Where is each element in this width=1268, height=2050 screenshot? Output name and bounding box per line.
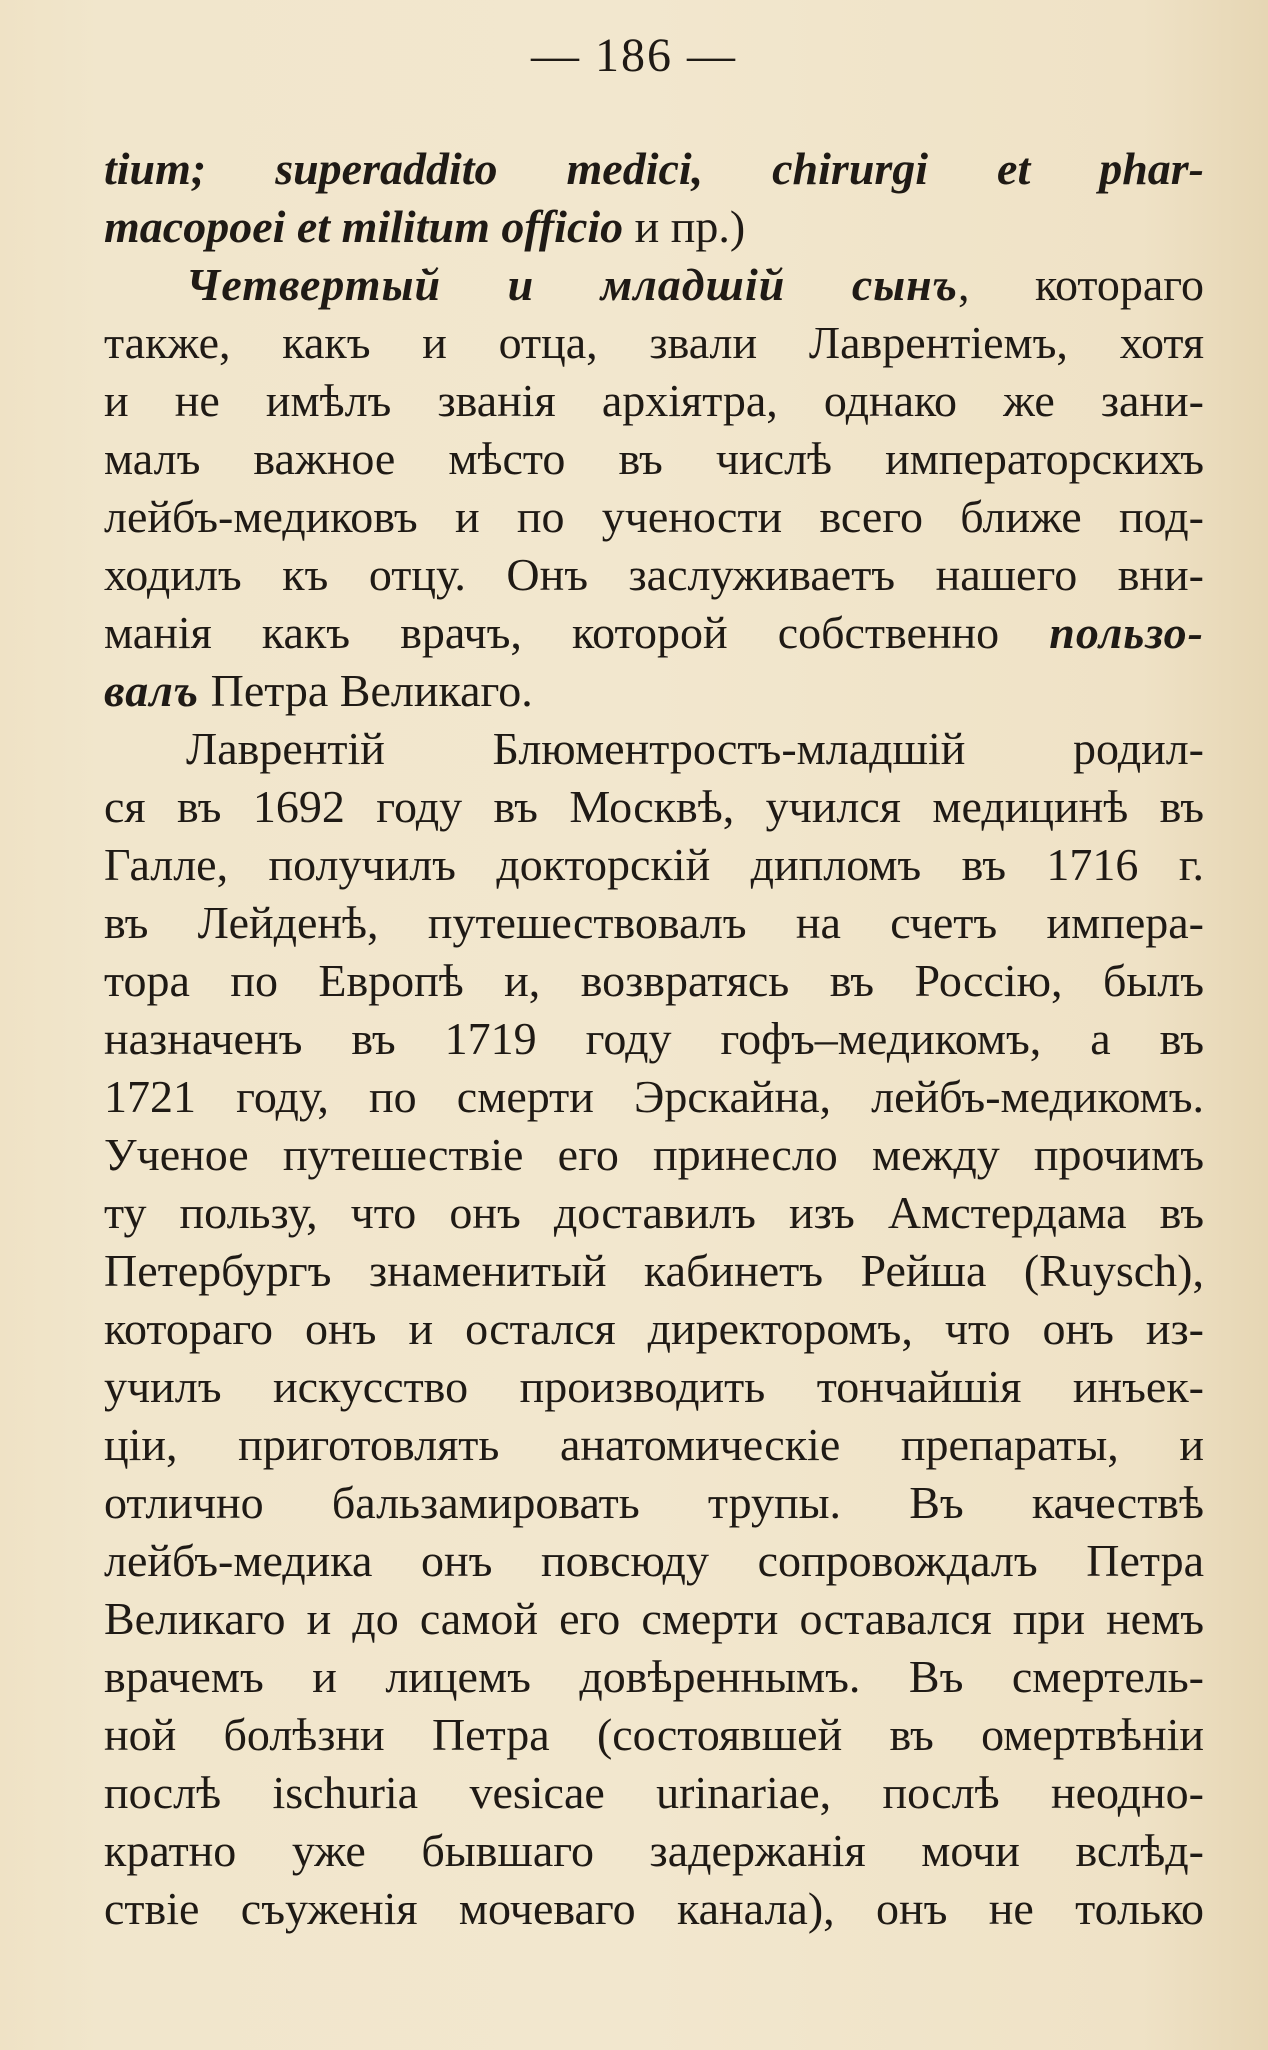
text-line: [104, 1764, 1204, 1822]
text-segment: Петра Великаго.: [199, 665, 533, 716]
text-line: [104, 372, 1204, 430]
text-line: [104, 1706, 1204, 1764]
text-segment: , котораго: [957, 259, 1204, 310]
text-line: [104, 1474, 1204, 1532]
text-line: [104, 1300, 1204, 1358]
text-line: [104, 1068, 1204, 1126]
text-line: [104, 1648, 1204, 1706]
text-segment: въ Лейденѣ, путешествовалъ на счетъ импера-: [104, 897, 1204, 948]
text-segment: тора по Европѣ и, возвратясь въ Россію, былъ: [104, 955, 1204, 1006]
text-segment: манія какъ врачъ, которой собственно: [104, 607, 1050, 658]
text-segment: училъ искусство производить тончайшія инъек-: [104, 1361, 1204, 1412]
text-line: [104, 488, 1204, 546]
text-segment: Великаго и до самой его смерти оставался при немъ: [104, 1593, 1204, 1644]
text-segment: ной болѣзни Петра (состоявшей въ омертвѣніи: [104, 1709, 1204, 1760]
text-segment: лейбъ-медиковъ и по учености всего ближе под-: [104, 491, 1204, 542]
emphasized-text: tium; superaddito medici, chirurgi et phar-: [104, 143, 1204, 194]
text-segment: Лаврентій Блюментростъ-младшій родил-: [186, 723, 1204, 774]
text-line: [104, 1416, 1204, 1474]
text-line: [104, 198, 1204, 256]
text-line: [104, 1358, 1204, 1416]
text-segment: послѣ ischuria vesicae urinariae, послѣ неодно-: [104, 1767, 1204, 1818]
text-line: [104, 836, 1204, 894]
text-segment: Ученое путешествіе его принесло между прочимъ: [104, 1129, 1204, 1180]
text-segment: ствіе съуженія мочеваго канала), онъ не только: [104, 1883, 1204, 1934]
text-line: [104, 894, 1204, 952]
text-line: [104, 1822, 1204, 1880]
text-line: [104, 662, 1204, 720]
text-segment: Петербургъ знаменитый кабинетъ Рейша (Ruysch),: [104, 1245, 1204, 1296]
text-line: [104, 256, 1204, 314]
text-segment: ціи, приготовлять анатомическіе препараты, и: [104, 1419, 1204, 1470]
text-segment: лейбъ-медика онъ повсюду сопровождалъ Петра: [104, 1535, 1204, 1586]
text-line: [104, 546, 1204, 604]
text-line: [104, 314, 1204, 372]
emphasized-text: пользо-: [1049, 607, 1204, 658]
text-segment: врачемъ и лицемъ довѣреннымъ. Въ смертель-: [104, 1651, 1204, 1702]
text-line: [104, 604, 1204, 662]
emphasized-text: macopoei et militum officio: [104, 201, 624, 252]
text-line: [104, 1184, 1204, 1242]
text-line: [104, 952, 1204, 1010]
text-line: [104, 1880, 1204, 1938]
text-line: [104, 1010, 1204, 1068]
text-line: [104, 778, 1204, 836]
text-segment: отлично бальзамировать трупы. Въ качествѣ: [104, 1477, 1204, 1528]
body-text: [104, 140, 1204, 1938]
text-line: [104, 1532, 1204, 1590]
text-segment: малъ важное мѣсто въ числѣ императорскихъ: [104, 433, 1204, 484]
text-segment: Галле, получилъ докторскій дипломъ въ 1716 г.: [104, 839, 1204, 890]
text-segment: назначенъ въ 1719 году гофъ–медикомъ, а въ: [104, 1013, 1204, 1064]
page-number: — 186 —: [531, 29, 737, 82]
text-line: [104, 720, 1204, 778]
text-segment: также, какъ и отца, звали Лаврентіемъ, хотя: [104, 317, 1204, 368]
text-segment: ся въ 1692 году въ Москвѣ, учился медицинѣ въ: [104, 781, 1204, 832]
text-line: [104, 1242, 1204, 1300]
text-segment: 1721 году, по смерти Эрскайна, лейбъ-медикомъ.: [104, 1071, 1204, 1122]
text-line: [104, 1590, 1204, 1648]
text-segment: и пр.): [623, 201, 746, 252]
emphasized-text: Четвертый и младшій сынъ: [186, 259, 958, 310]
text-line: [104, 430, 1204, 488]
emphasized-text: валъ: [104, 665, 200, 716]
text-segment: и не имѣлъ званія архіятра, однако же зани-: [104, 375, 1204, 426]
text-segment: ходилъ къ отцу. Онъ заслуживаетъ нашего вни-: [104, 549, 1204, 600]
text-segment: кратно уже бывшаго задержанія мочи вслѣд-: [104, 1825, 1204, 1876]
text-line: [104, 140, 1204, 198]
text-segment: ту пользу, что онъ доставилъ изъ Амстердама въ: [104, 1187, 1204, 1238]
text-segment: котораго онъ и остался директоромъ, что онъ из-: [104, 1303, 1204, 1354]
text-line: [104, 1126, 1204, 1184]
